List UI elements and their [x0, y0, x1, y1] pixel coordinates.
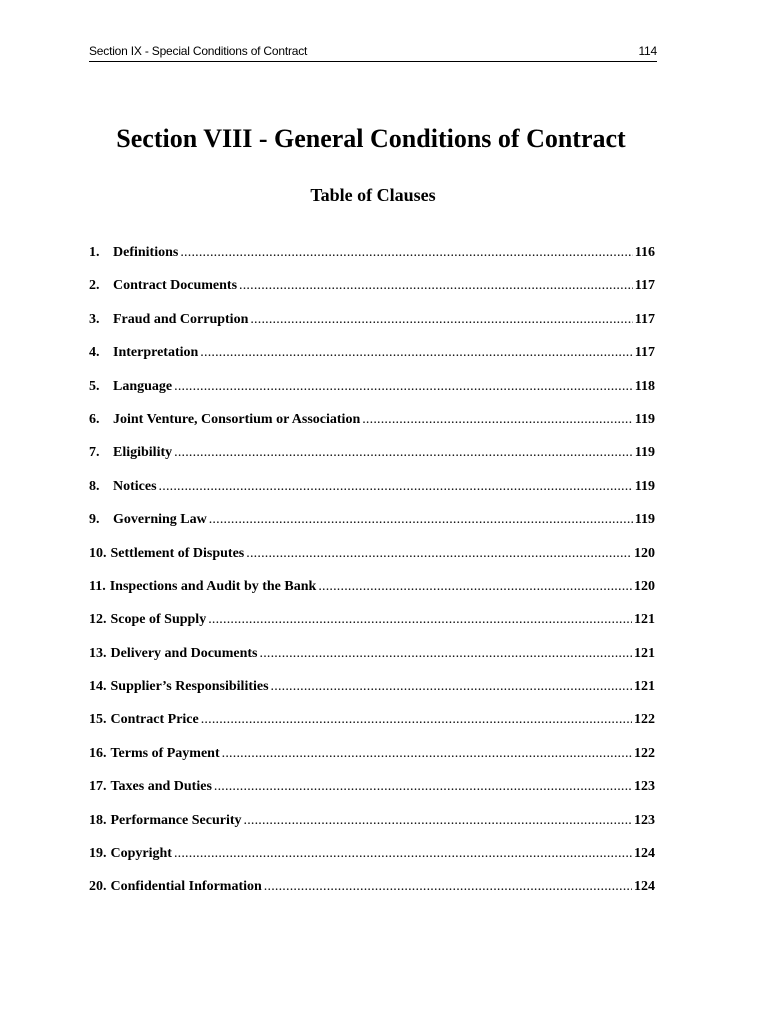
toc-dot-leader [174, 445, 633, 461]
toc-entry[interactable] [89, 612, 655, 645]
toc-entry[interactable] [89, 879, 655, 912]
toc-entry[interactable] [89, 813, 655, 846]
toc-dot-leader [250, 312, 632, 328]
toc-entry-label: Copyright [110, 846, 172, 862]
toc-dot-leader [264, 879, 632, 895]
toc-entry-number: 18. [89, 812, 107, 828]
toc-entry-page: 123 [634, 779, 655, 795]
toc-entry-label: Notices [113, 478, 157, 494]
toc-entry[interactable] [89, 312, 655, 345]
toc-entry-label: Joint Venture, Consortium or Association [113, 411, 361, 427]
toc-entry[interactable] [89, 679, 655, 712]
toc-entry-label: Supplier’s Responsibilities [110, 679, 269, 695]
toc-entry-number: 19. [89, 846, 107, 862]
toc-entry[interactable] [89, 712, 655, 745]
toc-entry-label: Scope of Supply [110, 612, 207, 628]
toc-entry-number: 20. [89, 879, 107, 895]
toc-entry-page: 116 [634, 245, 655, 260]
toc-entry-number: 8. [89, 478, 100, 494]
toc-entry-number: 13. [89, 645, 107, 661]
toc-entry[interactable] [89, 412, 655, 445]
toc-entry-number: 17. [89, 779, 107, 795]
toc-entry[interactable] [89, 746, 655, 779]
toc-entry[interactable] [89, 646, 655, 679]
toc-entry-page: 117 [634, 278, 655, 294]
toc-entry[interactable] [89, 445, 655, 478]
toc-entry-label: Language [113, 378, 173, 394]
toc-entry-page: 119 [634, 445, 655, 461]
toc-entry-page: 121 [634, 612, 655, 628]
running-header [89, 44, 657, 62]
toc-entry-label: Contract Documents [113, 278, 238, 294]
toc-entry-number: 1. [89, 245, 100, 260]
toc-entry-number: 10. [89, 545, 107, 561]
toc-entry-page: 117 [634, 311, 655, 327]
toc-entry-page: 122 [634, 712, 655, 728]
toc-entry-label: Performance Security [110, 812, 242, 828]
toc-dot-leader [180, 245, 632, 261]
toc-dot-leader [174, 846, 632, 862]
toc-entry-page: 118 [634, 378, 655, 394]
toc-dot-leader [201, 712, 632, 728]
toc-entry[interactable] [89, 846, 655, 879]
toc-entry-label: Contract Price [110, 712, 199, 728]
toc-entry-label: Terms of Payment [110, 745, 220, 761]
toc-entry-page: 117 [634, 345, 655, 361]
toc-dot-leader [246, 546, 632, 562]
toc-dot-leader [209, 512, 633, 528]
toc-dot-leader [244, 813, 633, 829]
toc-entry-number: 4. [89, 345, 100, 361]
toc-dot-leader [362, 412, 633, 428]
toc-entry-page: 120 [634, 545, 655, 561]
page-title: Section VIII - General Conditions of Contract [116, 124, 626, 153]
toc-entry-page: 123 [634, 812, 655, 828]
toc-entry-number: 7. [89, 445, 100, 461]
toc-entry[interactable] [89, 512, 655, 545]
toc-dot-leader [208, 612, 632, 628]
toc-entry-label: Fraud and Corruption [113, 311, 249, 327]
toc-entry-number: 14. [89, 679, 107, 695]
toc-dot-leader [159, 479, 633, 495]
toc-entry[interactable] [89, 546, 655, 579]
toc-entry-label: Definitions [113, 245, 179, 260]
toc-entry-page: 121 [634, 645, 655, 661]
toc-entry[interactable] [89, 345, 655, 378]
page-number: 114 [638, 44, 657, 58]
toc-entry-page: 119 [634, 478, 655, 494]
toc-entry-number: 9. [89, 512, 100, 528]
toc-entry-number: 12. [89, 612, 107, 628]
toc-entry-page: 119 [634, 512, 655, 528]
toc-entry-number: 15. [89, 712, 107, 728]
toc-entry-number: 3. [89, 311, 100, 327]
page-subtitle: Table of Clauses [310, 185, 436, 205]
toc-entry[interactable] [89, 379, 655, 412]
toc-entry[interactable] [89, 779, 655, 812]
toc-entry-label: Eligibility [113, 445, 173, 461]
toc-entry-number: 6. [89, 411, 100, 427]
toc-entry[interactable] [89, 479, 655, 512]
toc-entry-page: 124 [634, 879, 655, 895]
toc-entry-label: Confidential Information [110, 879, 262, 895]
table-of-clauses [89, 245, 655, 913]
toc-entry-page: 124 [634, 846, 655, 862]
toc-entry-page: 121 [634, 679, 655, 695]
toc-entry-page: 122 [634, 745, 655, 761]
toc-entry-label: Delivery and Documents [110, 645, 258, 661]
toc-entry-number: 5. [89, 378, 100, 394]
toc-entry-page: 119 [634, 411, 655, 427]
toc-entry-label: Settlement of Disputes [110, 545, 245, 561]
toc-dot-leader [222, 746, 632, 762]
toc-dot-leader [318, 579, 632, 595]
toc-entry-label: Governing Law [113, 512, 207, 528]
toc-entry[interactable] [89, 579, 655, 612]
toc-dot-leader [271, 679, 632, 695]
toc-entry-label: Inspections and Audit by the Bank [109, 578, 317, 594]
toc-entry-label: Taxes and Duties [110, 779, 212, 795]
toc-dot-leader [239, 278, 633, 294]
toc-entry[interactable] [89, 278, 655, 311]
toc-entry-number: 2. [89, 278, 100, 294]
toc-entry-page: 120 [634, 578, 655, 594]
toc-entry-label: Interpretation [113, 345, 199, 361]
toc-dot-leader [260, 646, 633, 662]
toc-entry[interactable] [89, 245, 655, 278]
running-title: Section IX - Special Conditions of Contract [89, 44, 308, 58]
toc-dot-leader [174, 379, 633, 395]
toc-dot-leader [214, 779, 632, 795]
toc-entry-number: 11. [89, 578, 106, 594]
toc-entry-number: 16. [89, 745, 107, 761]
toc-dot-leader [200, 345, 632, 361]
